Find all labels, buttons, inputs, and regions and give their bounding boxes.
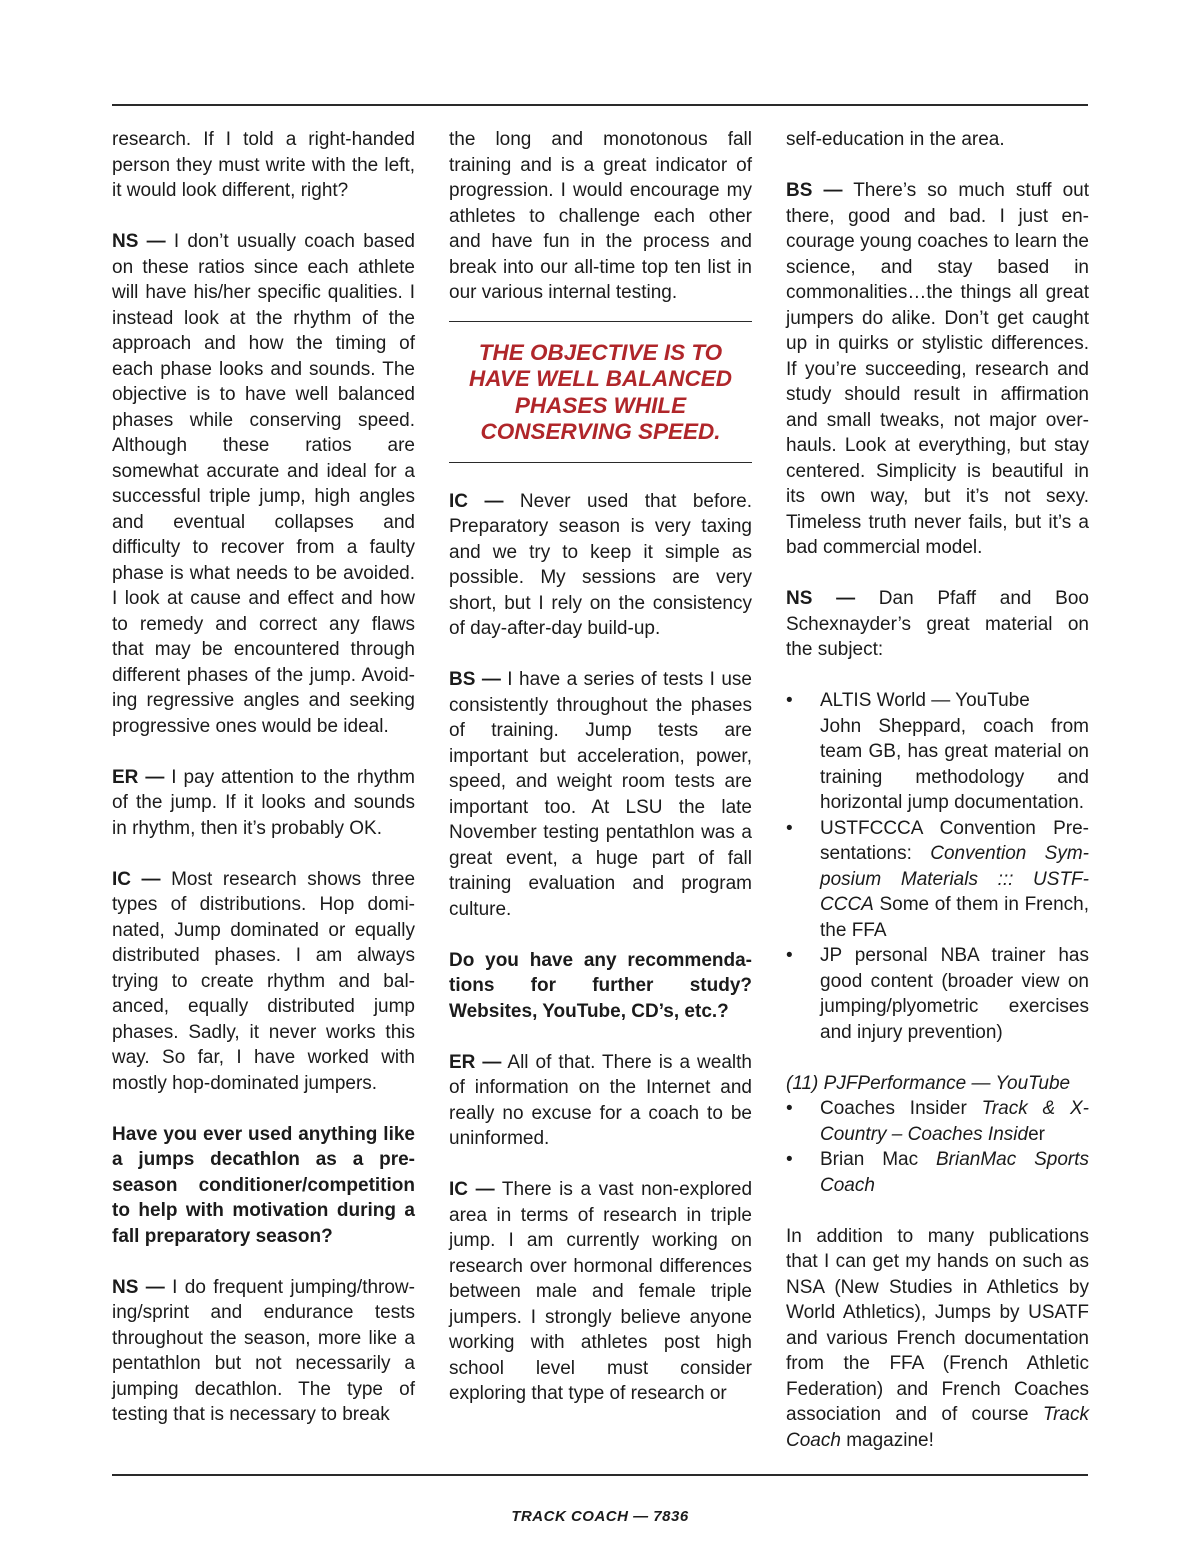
- paragraph-text: magazine!: [840, 1429, 934, 1451]
- magazine-title: Track Coach: [786, 1404, 1089, 1451]
- paragraph-text: There’s so much stuff out there, good and bad. I just encourage young coaches to learn the science, and stay based in commonalities…the things all great jumpers do alike. Don’t get caught up in quirks or stylistic differences. If you’re succeeding, research and study should result in affirmation and small tweaks, not major overhauls. Look at everything, but stay centered. Simplicity is beautiful in its own way, but it’s not sexy. Timeless truth never fails, but it’s a bad commercial model.: [786, 180, 1089, 558]
- list-item-text: Convention Symposium Materials ::: USTFCCCA: [820, 843, 1089, 915]
- paragraph: research. If I told a right-handed person they must write with the left, it would look different, right?: [112, 129, 415, 201]
- paragraph: [786, 586, 1089, 663]
- pull-quote: [449, 321, 752, 463]
- speaker-label: ER —: [112, 766, 165, 788]
- paragraph: [112, 867, 415, 1097]
- paragraph: [112, 229, 415, 739]
- list-item-text: USTFCCCA Convention Presentations:: [820, 817, 1089, 864]
- paragraph: [786, 178, 1089, 561]
- list-item-text: er: [1028, 1123, 1045, 1145]
- pull-quote-line: HAVE WELL BALANCED: [469, 366, 732, 391]
- list-item-text: BrianMac Sports Coach: [820, 1149, 1089, 1196]
- list-item: [786, 1096, 1089, 1147]
- speaker-label: ER —: [449, 1051, 502, 1073]
- list-item: [786, 688, 1089, 816]
- paragraph-text: I pay attention to the rhythm of the jump. If it looks and sounds in rhythm, then it’s probably OK.: [112, 766, 415, 839]
- resource-list: [786, 688, 1089, 1045]
- speaker-label: BS —: [786, 180, 843, 201]
- list-item-text: ALTIS World — YouTube: [820, 690, 1030, 711]
- paragraph: [449, 667, 752, 922]
- column-3: [786, 127, 1089, 1453]
- bottom-rule: [112, 1474, 1088, 1476]
- paragraph: [112, 1275, 415, 1428]
- paragraph-text: I don’t usually coach based on these ratios since each athlete will have his/her specific qualities. I instead look at the rhythm of the approach and how the timing of each phase looks and sounds. The objective is to have well balanced phases while conserving speed. Although these ratios are somewhat accurate and ideal for a successful triple jump, high angles and eventual collapses and difficulty to recover from a faulty phase is what needs to be avoided. I look at cause and effect and how to remedy and correct any flaws that may be encountered through different phases of the jump. Avoiding regressive angles and seeking progressive ones would be ideal.: [112, 231, 415, 737]
- pull-quote-line: CONSERVING SPEED.: [480, 419, 721, 444]
- paragraph: [449, 1050, 752, 1152]
- page-footer: TRACK COACH — 7836: [511, 1508, 689, 1525]
- list-item-text: Some of them in French, the FFA: [820, 894, 1089, 941]
- speaker-label: IC —: [112, 868, 161, 890]
- paragraph-text: In addition to many publications that I can get my hands on such as NSA (New Studies in Athletics by World Athletics), Jumps by USATF and various French documentation from the FFA (French Athletic Federation) and French Coaches association and of course: [786, 1225, 1089, 1425]
- column-1: [112, 127, 415, 1428]
- paragraph: [449, 1177, 752, 1407]
- paragraph: [449, 489, 752, 642]
- speaker-label: NS —: [112, 1276, 165, 1298]
- list-item: [786, 1147, 1089, 1198]
- list-item-text: Track & X-Country – Coaches Insid: [820, 1098, 1089, 1145]
- speaker-label: IC —: [449, 1179, 495, 1200]
- paragraph: self-education in the area.: [786, 129, 1005, 150]
- interview-question: Have you ever used anything like a jumps decathlon as a preseason conditioner/competition to help with motivation during a fall preparatory season?: [112, 1123, 415, 1247]
- resource-list: [786, 1096, 1089, 1198]
- paragraph-text: I do frequent jumping/throwing/sprint and endurance tests throughout the season, more like a pentathlon but not necessarily a jumping decathlon. The type of testing that is necessary to break: [112, 1276, 415, 1425]
- interview-question: Do you have any recommendations for further study? Websites, YouTube, CD’s, etc.?: [449, 949, 752, 1022]
- paragraph-text: There is a vast non-explored area in terms of research in triple jump. I am currently working on research over hormonal differences between male and female triple jumpers. I strongly believe anyone working with athletes post high school level must consider exploring that type of research or: [449, 1179, 753, 1404]
- list-item-text: John Sheppard, coach from team GB, has great material on training methodology and horizontal jump documentation.: [820, 715, 1089, 813]
- speaker-label: NS —: [786, 588, 856, 609]
- paragraph: [112, 765, 415, 842]
- paragraph: [786, 1224, 1089, 1454]
- list-item-text: JP personal NBA trainer has good content (broader view on jumping/plyometric exercises and injury prevention): [820, 945, 1089, 1043]
- speaker-label: IC —: [449, 490, 504, 512]
- pull-quote-line: THE OBJECTIVE IS TO: [478, 339, 723, 365]
- list-item: [786, 816, 1089, 944]
- paragraph-text: All of that. There is a wealth of information on the Internet and really no excuse for a coach to be uninformed.: [449, 1051, 752, 1149]
- paragraph: (11) PJFPerformance — YouTube: [786, 1072, 1071, 1094]
- paragraph-text: Never used that before. Preparatory season is very taxing and we try to keep it simple as possible. My sessions are very short, but I rely on the consistency of day-after-day build-up.: [449, 490, 753, 639]
- paragraph-text: I have a series of tests I use consistently throughout the phases of training. Jump tests are important but acceleration, power, speed, and weight room tests are important too. At LSU the late November testing pentathlon was a great event, a huge part of fall training evaluation and program culture.: [449, 669, 752, 920]
- list-item-text: Brian Mac: [820, 1149, 936, 1170]
- paragraph-text: Most research shows three types of distributions. Hop dominated, Jump dominated or equally distributed phases. I am always trying to create rhythm and balanced, equally distributed jump phases. Sadly, it never works this way. So far, I have worked with mostly hop-dominated jumpers.: [112, 868, 416, 1094]
- speaker-label: NS —: [112, 231, 166, 252]
- column-2: [449, 127, 752, 1407]
- paragraph: the long and monotonous fall training and is a great indicator of progression. I would encourage my athletes to challenge each other and have fun in the process and break into our all-time top ten list in our various internal testing.: [449, 129, 752, 303]
- pull-quote-line: PHASES WHILE: [514, 392, 687, 418]
- speaker-label: BS —: [449, 669, 501, 690]
- paragraph-text: Dan Pfaff and Boo Schexnayder’s great material on the subject:: [786, 588, 1089, 660]
- list-item: [786, 943, 1089, 1045]
- top-rule: [112, 104, 1088, 106]
- list-item-text: Coaches Insider: [820, 1098, 982, 1119]
